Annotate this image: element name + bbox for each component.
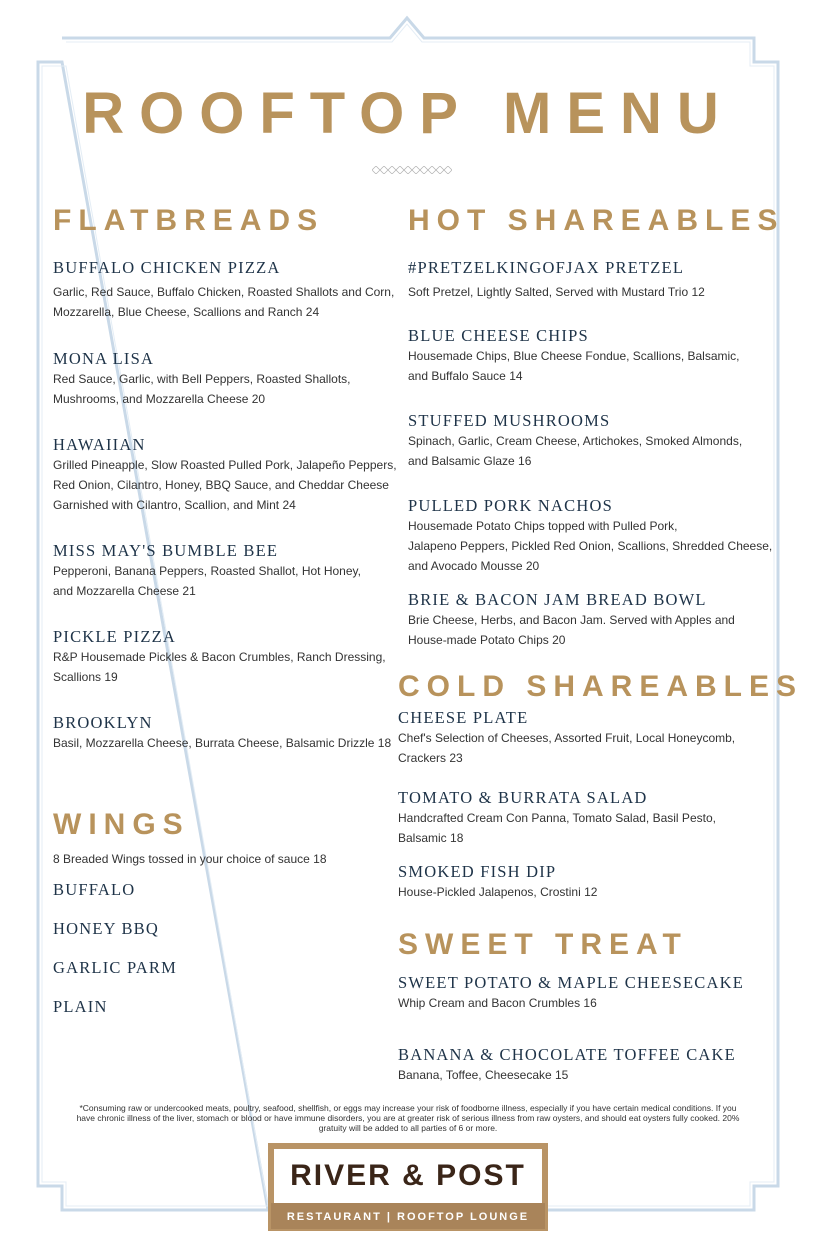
sauce-option: GARLIC PARM [53, 958, 177, 977]
item-name: SWEET POTATO & MAPLE CHEESECAKE [398, 973, 745, 992]
item-name: BUFFALO CHICKEN PIZZA [53, 258, 281, 277]
desc-line: Housemade Chips, Blue Cheese Fondue, Scallions, Balsamic, [408, 349, 740, 363]
menu-item [408, 496, 772, 576]
desc-line: Handcrafted Cream Con Panna, Tomato Salad, Basil Pesto, [398, 811, 716, 825]
item-description [408, 346, 740, 386]
item-name: STUFFED MUSHROOMS [408, 411, 611, 430]
desc-line: Crackers 23 [398, 751, 463, 765]
item-description [408, 431, 742, 471]
disclaimer-text: *Consuming raw or undercooked meats, poultry, seafood, shellfish, or eggs may increase your risk of foodborne illness, especially if you have certain medical conditions. If you have chronic illness of the liver, stomach or blood or have immune disorders, you are at greater risk of serious illness from raw oysters, and should eat oysters fully cooked. 20% gratuity will be added to all parties of 6 or more. [76, 1103, 740, 1133]
river-and-post-logo [268, 1143, 548, 1231]
desc-line: Red Sauce, Garlic, with Bell Peppers, Roasted Shallots, [53, 372, 351, 386]
logo-tagline: RESTAURANT | ROOFTOP LOUNGE [286, 1211, 530, 1223]
desc-line: Chef's Selection of Cheeses, Assorted Fruit, Local Honeycomb, [398, 731, 736, 745]
desc-line: Banana, Toffee, Cheesecake 15 [398, 1068, 569, 1082]
desc-line: and Buffalo Sauce 14 [408, 369, 523, 383]
menu-title: ROOFTOP MENU [82, 81, 734, 146]
menu-item [53, 258, 394, 322]
menu-item [398, 788, 716, 848]
item-description [408, 610, 735, 650]
menu-item [408, 326, 740, 386]
desc-line: Spinach, Garlic, Cream Cheese, Artichokes, Smoked Almonds, [408, 434, 743, 448]
desc-line: House-made Potato Chips 20 [408, 633, 566, 647]
menu-item [398, 973, 744, 1013]
menu-item [398, 862, 597, 902]
desc-line: and Avocado Mousse 20 [408, 559, 540, 573]
section-heading-sweet-treat: SWEET TREAT [398, 928, 688, 961]
item-name: BROOKLYN [53, 713, 153, 732]
desc-line: Whip Cream and Bacon Crumbles 16 [398, 996, 597, 1010]
item-name: BANANA & CHOCOLATE TOFFEE CAKE [398, 1045, 736, 1064]
desc-line: Red Onion, Cilantro, Honey, BBQ Sauce, and Cheddar Cheese [53, 478, 389, 492]
divider-ornament [372, 166, 452, 174]
item-description [398, 728, 735, 768]
item-name: PICKLE PIZZA [53, 627, 177, 646]
desc-line: R&P Housemade Pickles & Bacon Crumbles, Ranch Dressing, [53, 650, 386, 664]
desc-line: Grilled Pineapple, Slow Roasted Pulled Pork, Jalapeño Peppers, [53, 458, 397, 472]
item-description [53, 282, 394, 322]
menu-item [408, 411, 742, 471]
item-description [53, 455, 397, 515]
sauce-option: PLAIN [53, 997, 108, 1016]
item-name: HAWAIIAN [53, 435, 146, 454]
item-name: SMOKED FISH DIP [398, 862, 557, 881]
item-name: CHEESE PLATE [398, 708, 529, 727]
menu-item [53, 627, 386, 687]
item-description [398, 808, 716, 848]
desc-line: Soft Pretzel, Lightly Salted, Served with Mustard Trio 12 [408, 285, 705, 299]
item-name: BLUE CHEESE CHIPS [408, 326, 589, 345]
desc-line: Mushrooms, and Mozzarella Cheese 20 [53, 392, 266, 406]
menu-item [53, 713, 391, 753]
sauce-option: BUFFALO [53, 880, 136, 899]
item-description [398, 882, 597, 902]
item-description [408, 282, 705, 302]
desc-line: Pepperoni, Banana Peppers, Roasted Shallot, Hot Honey, [53, 564, 361, 578]
desc-line: Brie Cheese, Herbs, and Bacon Jam. Served with Apples and [408, 613, 735, 627]
menu-item [53, 349, 350, 409]
menu-item [398, 1045, 736, 1085]
item-name: PULLED PORK NACHOS [408, 496, 613, 515]
desc-line: Garlic, Red Sauce, Buffalo Chicken, Roasted Shallots and Corn, [53, 285, 395, 299]
desc-line: Housemade Potato Chips topped with Pulled Pork, [408, 519, 678, 533]
desc-line: Scallions 19 [53, 670, 118, 684]
logo-wordmark-panel [274, 1149, 542, 1203]
item-name: BRIE & BACON JAM BREAD BOWL [408, 590, 707, 609]
item-description [53, 369, 350, 409]
item-description [408, 516, 772, 576]
item-description [398, 1065, 736, 1085]
section-heading-cold-shareables: COLD SHAREABLES [398, 670, 804, 703]
desc-line: Garnished with Cilantro, Scallion, and Mint 24 [53, 498, 296, 512]
logo-wordmark: RIVER & POST [290, 1159, 526, 1192]
desc-line: Jalapeno Peppers, Pickled Red Onion, Scallions, Shredded Cheese, [408, 539, 773, 553]
menu-item [398, 708, 735, 768]
wings-description: 8 Breaded Wings tossed in your choice of sauce 18 [53, 852, 327, 866]
item-name: MONA LISA [53, 349, 155, 368]
menu-item [408, 258, 705, 302]
item-name: TOMATO & BURRATA SALAD [398, 788, 648, 807]
item-description [53, 733, 391, 753]
desc-line: Basil, Mozzarella Cheese, Burrata Cheese, Balsamic Drizzle 18 [53, 736, 392, 750]
item-description [398, 993, 744, 1013]
menu-item [408, 590, 735, 650]
desc-line: Balsamic 18 [398, 831, 464, 845]
section-heading-flatbreads: FLATBREADS [53, 204, 325, 237]
menu-item [53, 435, 397, 515]
desc-line: and Mozzarella Cheese 21 [53, 584, 196, 598]
item-name: MISS MAY'S BUMBLE BEE [53, 541, 279, 560]
desc-line: House-Pickled Jalapenos, Crostini 12 [398, 885, 598, 899]
item-name: #PRETZELKINGOFJAX PRETZEL [408, 258, 685, 277]
section-heading-hot-shareables: HOT SHAREABLES [408, 204, 785, 237]
menu-item [53, 541, 361, 601]
sauce-option: HONEY BBQ [53, 919, 159, 938]
desc-line: Mozzarella, Blue Cheese, Scallions and Ranch 24 [53, 305, 320, 319]
item-description [53, 561, 361, 601]
item-description [53, 647, 386, 687]
section-heading-wings: WINGS [53, 808, 190, 841]
desc-line: and Balsamic Glaze 16 [408, 454, 532, 468]
